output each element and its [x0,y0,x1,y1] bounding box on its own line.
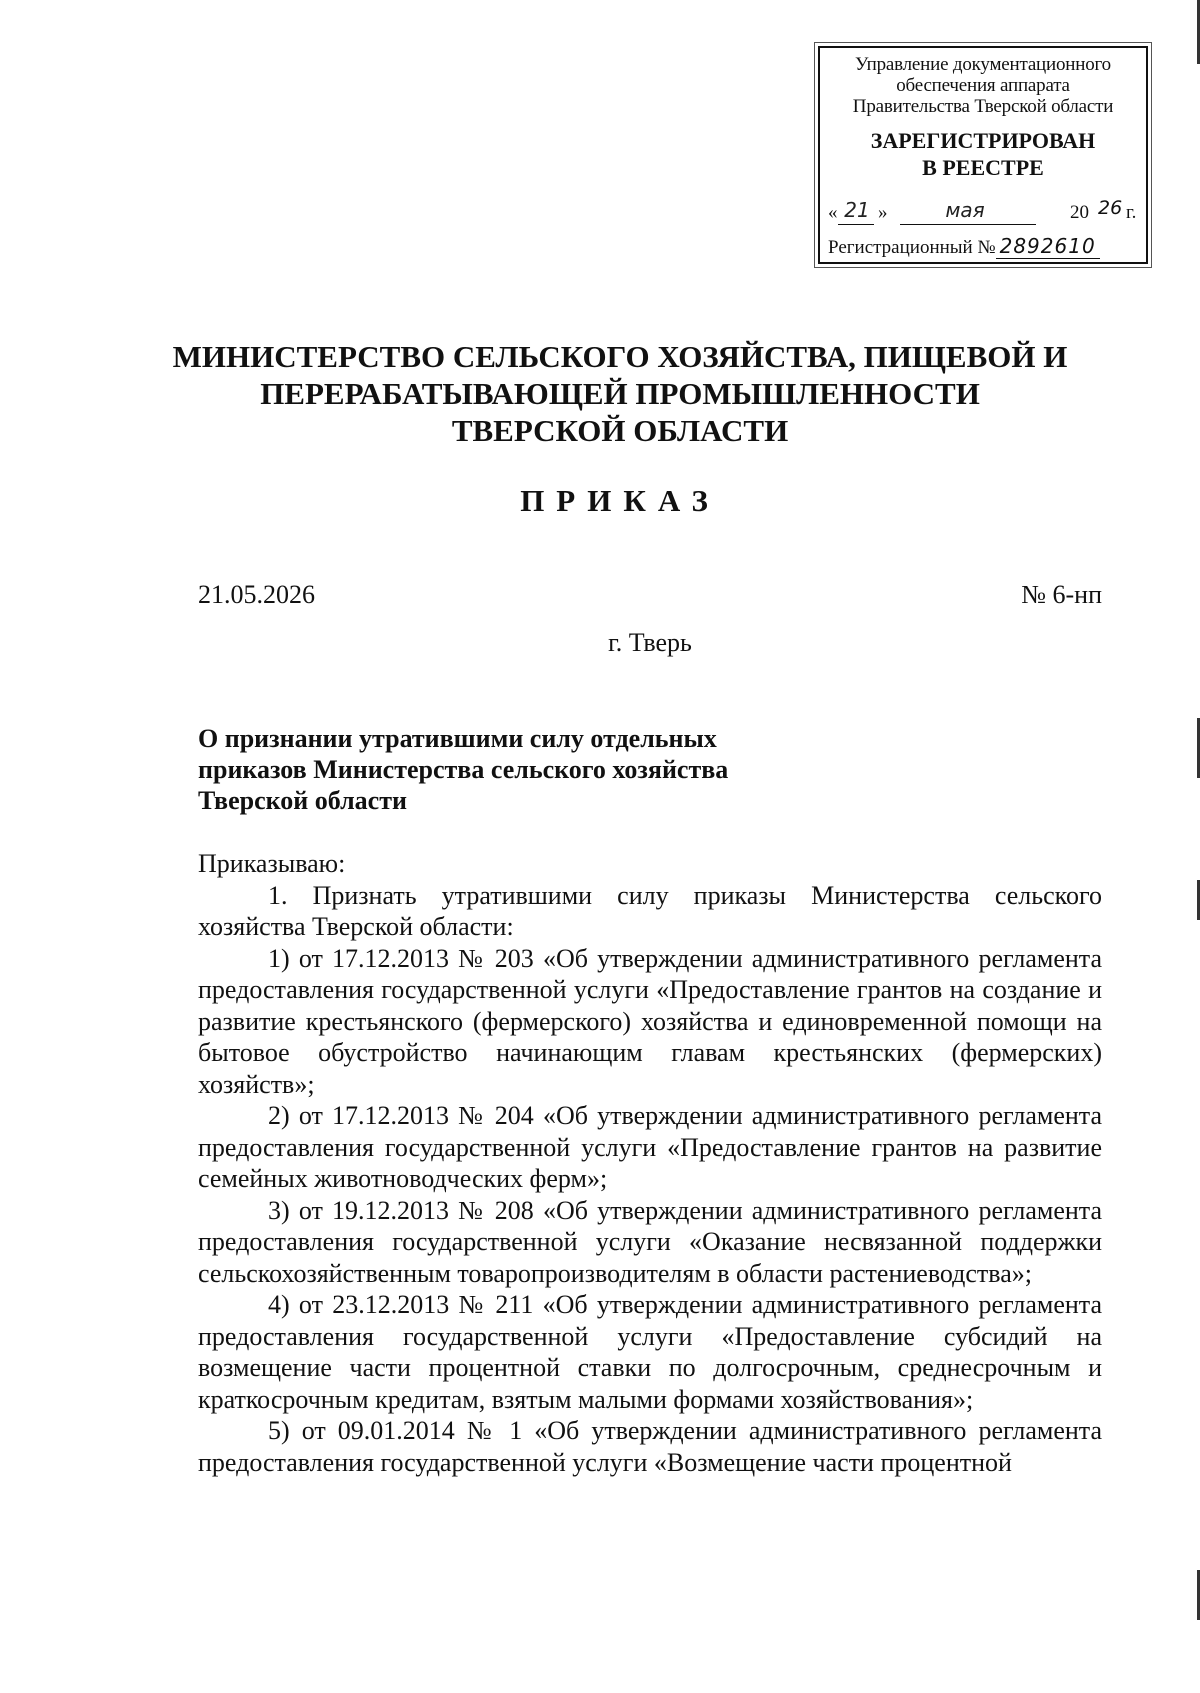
order-subject [198,723,818,816]
stamp-day-underline [838,224,874,225]
stamp-regno-value: 2892610 [996,234,1100,259]
stamp-registered-line: В РЕЕСТРЕ [922,155,1044,180]
stamp-date [828,198,1142,226]
ministry-line: ПЕРЕРАБАТЫВАЮЩЕЙ ПРОМЫШЛЕННОСТИ [260,376,980,411]
stamp-quote-close: » [878,202,888,223]
stamp-org-line: обеспечения аппарата [896,75,1070,96]
body-list-item: 5) от 09.01.2014 № 1 «Об утверждении административного регламента предоставления государственной услуги «Возмещение части процентной [198,1416,1102,1477]
order-date: 21.05.2026 [198,580,315,609]
order-number: № 6-нп [1021,580,1102,609]
body-list-item: 4) от 23.12.2013 № 211 «Об утверждении административного регламента предоставления государственной услуги «Предоставление субсидий на возмещение части процентной ставки по долгосрочным, среднесрочным и краткосрочным кредитам, взятым малыми формами хозяйствования»; [198,1290,1102,1414]
body-list-item: 1) от 17.12.2013 № 203 «Об утверждении административного регламента предоставления государственной услуги «Предоставление грантов на создание и развитие крестьянского (фермерского) хозяйства и единовременной помощи на бытовое обустройство начинающим главам крестьянских (фермерских) хозяйств»; [198,943,1102,1099]
ministry-name [160,338,1080,449]
stamp-month-underline [900,224,1036,225]
subject-line: приказов Министерства сельского хозяйства [198,755,729,784]
body-paragraph: 1. Признать утратившими силу приказы Министерства сельского хозяйства Тверской области: [198,880,1102,941]
stamp-year-handwritten: 26 [1098,197,1123,219]
stamp-month-handwritten: мая [945,198,985,222]
stamp-registered-title [820,127,1146,181]
stamp-org-line: Правительства Тверской области [852,96,1114,117]
stamp-registered-line: ЗАРЕГИСТРИРОВАН [870,128,1096,153]
ministry-line: ТВЕРСКОЙ ОБЛАСТИ [451,413,789,448]
stamp-day-handwritten: 21 [844,198,870,222]
body-intro: Приказываю: [198,849,346,878]
subject-line: Тверской области [198,786,407,815]
order-body [198,848,1102,1478]
stamp-year-prefix: 20 [1070,202,1089,223]
body-list-item: 3) от 19.12.2013 № 208 «Об утверждении административного регламента предоставления государственной услуги «Оказание несвязанной поддержки сельскохозяйственным товаропроизводителям в области растениеводства»; [198,1195,1102,1288]
registration-stamp [818,46,1148,264]
ministry-line: МИНИСТЕРСТВО СЕЛЬСКОГО ХОЗЯЙСТВА, ПИЩЕВОЙ И [172,339,1068,374]
body-list-item: 2) от 17.12.2013 № 204 «Об утверждении административного регламента предоставления государственной услуги «Предоставление грантов на развитие семейных животноводческих ферм»; [198,1101,1102,1193]
stamp-registration-number [828,234,1146,259]
order-city: г. Тверь [608,628,692,657]
stamp-organization [820,54,1146,117]
stamp-year-suffix: г. [1126,202,1137,223]
stamp-regno-label: Регистрационный № [828,237,996,258]
document-type-title: ПРИКАЗ [520,483,720,518]
subject-line: О признании утратившими силу отдельных [198,724,717,753]
stamp-quote-open: « [828,202,838,223]
stamp-org-line: Управление документационного [855,54,1111,75]
